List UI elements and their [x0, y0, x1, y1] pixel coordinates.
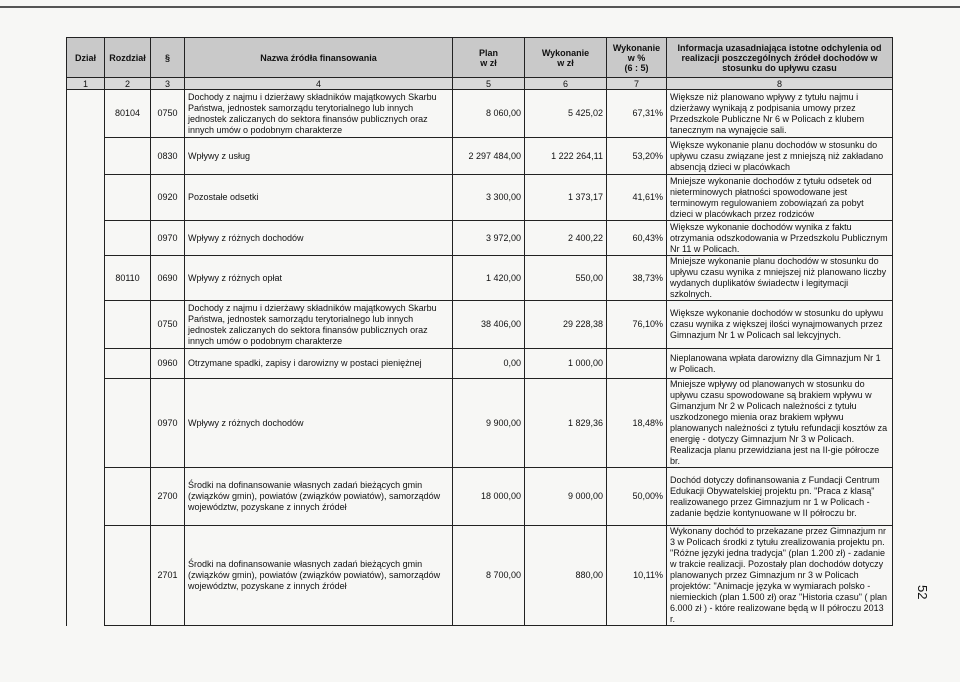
cell-dzial	[67, 90, 105, 138]
table-row	[67, 256, 893, 301]
cell-plan: 3 972,00	[453, 221, 525, 256]
cell-procent: 41,61%	[607, 175, 667, 221]
cell-dzial	[67, 526, 105, 626]
cell-informacja: Większe niż planowano wpływy z tytułu najmu i dzierżawy wynikają z podpisania umowy przez Przedszkole Publiczne Nr 6 w Policach z klubem tanecznym na wynajęcie sali.	[667, 90, 893, 138]
cell-wykonanie: 1 373,17	[525, 175, 607, 221]
col-num: 1	[67, 78, 105, 90]
cell-informacja: Większe wykonanie planu dochodów w stosunku do upływu czasu związane jest z mniejszą niż zakładano absencją dzieci w placówkach	[667, 138, 893, 175]
cell-nazwa: Dochody z najmu i dzierżawy składników majątkowych Skarbu Państwa, jednostek samorządu terytorialnego lub innych jednostek zaliczanych do sektora finansów publicznych oraz innych umów o podobnym charakterze	[185, 301, 453, 349]
cell-nazwa: Dochody z najmu i dzierżawy składników majątkowych Skarbu Państwa, jednostek samorządu terytorialnego lub innych jednostek zaliczanych do sektora finansów publicznych oraz innych umów o podobnym charakterze	[185, 90, 453, 138]
col-rozdzial: Rozdział	[105, 38, 151, 78]
col-wykonanie: Wykonanie w zł	[525, 38, 607, 78]
table-row	[67, 468, 893, 526]
cell-dzial	[67, 221, 105, 256]
cell-nazwa: Środki na dofinansowanie własnych zadań bieżących gmin (związków gmin), powiatów (związków powiatów), samorządów województw, pozyskane z innych źródeł	[185, 526, 453, 626]
income-table	[66, 37, 893, 626]
cell-informacja: Nieplanowana wpłata darowizny dla Gimnazjum Nr 1 w Policach.	[667, 349, 893, 379]
cell-plan: 8 060,00	[453, 90, 525, 138]
cell-dzial	[67, 379, 105, 468]
cell-informacja: Mniejsze wykonanie dochodów z tytułu odsetek od nieterminowych płatności spowodowane jest terminowym regulowaniem zobowiązań za pobyt dzieci w placówkach przez rodziców	[667, 175, 893, 221]
cell-rozdzial	[105, 379, 151, 468]
cell-rozdzial	[105, 221, 151, 256]
header-row	[67, 38, 893, 78]
cell-dzial	[67, 138, 105, 175]
col-nazwa: Nazwa źródła finansowania	[185, 38, 453, 78]
table-row	[67, 526, 893, 626]
cell-rozdzial	[105, 175, 151, 221]
cell-wykonanie: 29 228,38	[525, 301, 607, 349]
cell-rozdzial	[105, 468, 151, 526]
cell-paragraf: 0970	[151, 379, 185, 468]
col-plan: Plan w zł	[453, 38, 525, 78]
col-num: 2	[105, 78, 151, 90]
page-number: 52	[915, 585, 930, 600]
cell-paragraf: 0690	[151, 256, 185, 301]
col-num: 3	[151, 78, 185, 90]
col-num: 5	[453, 78, 525, 90]
col-num: 8	[667, 78, 893, 90]
cell-informacja: Dochód dotyczy dofinansowania z Fundacji Centrum Edukacji Obywatelskiej projektu pn. "Praca z klasą" realizowanego przez Gimnazjum nr 1 w Policach - zadanie będzie kontynuowane w II półroczu br.	[667, 468, 893, 526]
cell-nazwa: Wpływy z różnych dochodów	[185, 379, 453, 468]
cell-procent: 18,48%	[607, 379, 667, 468]
cell-dzial	[67, 256, 105, 301]
col-num: 4	[185, 78, 453, 90]
cell-wykonanie: 2 400,22	[525, 221, 607, 256]
cell-procent: 38,73%	[607, 256, 667, 301]
cell-rozdzial	[105, 526, 151, 626]
col-informacja: Informacja uzasadniająca istotne odchylenia od realizacji poszczególnych źródeł dochodów w stosunku do upływu czasu	[667, 38, 893, 78]
cell-dzial	[67, 301, 105, 349]
cell-plan: 3 300,00	[453, 175, 525, 221]
cell-plan: 1 420,00	[453, 256, 525, 301]
cell-paragraf: 0970	[151, 221, 185, 256]
cell-procent: 50,00%	[607, 468, 667, 526]
cell-nazwa: Wpływy z różnych opłat	[185, 256, 453, 301]
cell-paragraf: 0750	[151, 301, 185, 349]
cell-dzial	[67, 175, 105, 221]
top-rule	[0, 6, 960, 8]
cell-procent: 53,20%	[607, 138, 667, 175]
cell-plan: 18 000,00	[453, 468, 525, 526]
table-row	[67, 379, 893, 468]
cell-paragraf: 0960	[151, 349, 185, 379]
cell-plan: 2 297 484,00	[453, 138, 525, 175]
cell-plan: 38 406,00	[453, 301, 525, 349]
cell-wykonanie: 880,00	[525, 526, 607, 626]
cell-informacja: Większe wykonanie dochodów wynika z faktu otrzymania odszkodowania w Przedszkolu Publicznym Nr 11 w Policach.	[667, 221, 893, 256]
cell-rozdzial	[105, 349, 151, 379]
cell-wykonanie: 550,00	[525, 256, 607, 301]
cell-rozdzial: 80104	[105, 90, 151, 138]
cell-nazwa: Środki na dofinansowanie własnych zadań bieżących gmin (związków gmin), powiatów (związków powiatów), samorządów województw, pozyskane z innych źródeł	[185, 468, 453, 526]
cell-paragraf: 2700	[151, 468, 185, 526]
cell-procent: 60,43%	[607, 221, 667, 256]
cell-plan: 0,00	[453, 349, 525, 379]
cell-rozdzial	[105, 301, 151, 349]
table-row	[67, 301, 893, 349]
cell-informacja: Mniejsze wpływy od planowanych w stosunku do upływu czasu spowodowane są brakiem wpływu w Gimanzjum Nr 2 w Policach należności z tytułu uszkodzonego mienia oraz brakiem wpływu planowanych należności z tytułu refundacji kosztów za energię - dotyczy Gimnazjum Nr 3 w Policach. Realizacja planu przewidziana jest na II-gie półrocze br.	[667, 379, 893, 468]
cell-wykonanie: 5 425,02	[525, 90, 607, 138]
cell-nazwa: Wpływy z usług	[185, 138, 453, 175]
cell-plan: 8 700,00	[453, 526, 525, 626]
col-num: 6	[525, 78, 607, 90]
cell-paragraf: 0920	[151, 175, 185, 221]
cell-nazwa: Wpływy z różnych dochodów	[185, 221, 453, 256]
cell-rozdzial	[105, 138, 151, 175]
cell-informacja: Wykonany dochód to przekazane przez Gimnazjum nr 3 w Policach środki z tytułu zrealizowania projektu pn. "Różne języki jedna tradycja" (plan 1.200 zł) - zadanie w trakcie realizacji. Pozostały plan dochodów dotyczy planowanych przez Gimnazjum nr 3 w Policach projektów: "Animacje języka w wymiarach polsko - niemieckich (plan 1.500 zł) oraz "Historia czasu" ( plan 6.000 zł ) - które realizowane będą w II półroczu 2013 r.	[667, 526, 893, 626]
table-row	[67, 90, 893, 138]
cell-nazwa: Otrzymane spadki, zapisy i darowizny w postaci pieniężnej	[185, 349, 453, 379]
cell-paragraf: 0830	[151, 138, 185, 175]
cell-wykonanie: 1 000,00	[525, 349, 607, 379]
cell-procent	[607, 349, 667, 379]
cell-plan: 9 900,00	[453, 379, 525, 468]
cell-informacja: Mniejsze wykonanie planu dochodów w stosunku do upływu czasu wynika z mniejszej niż planowano liczby wydanych duplikatów świadectw i legitymacji szkolnych.	[667, 256, 893, 301]
cell-paragraf: 2701	[151, 526, 185, 626]
cell-procent: 10,11%	[607, 526, 667, 626]
cell-wykonanie: 1 222 264,11	[525, 138, 607, 175]
cell-wykonanie: 1 829,36	[525, 379, 607, 468]
cell-paragraf: 0750	[151, 90, 185, 138]
cell-dzial	[67, 349, 105, 379]
cell-wykonanie: 9 000,00	[525, 468, 607, 526]
col-wykonanie-proc: Wykonanie w % (6 : 5)	[607, 38, 667, 78]
cell-informacja: Większe wykonanie dochodów w stosunku do upływu czasu wynika z większej ilości wynajmowanych przez Gimnazjum Nr 1 w Policach sal lekcyjnych.	[667, 301, 893, 349]
cell-procent: 76,10%	[607, 301, 667, 349]
col-paragraf: §	[151, 38, 185, 78]
table-row	[67, 138, 893, 175]
col-num: 7	[607, 78, 667, 90]
table-row	[67, 349, 893, 379]
cell-procent: 67,31%	[607, 90, 667, 138]
table-row	[67, 221, 893, 256]
column-numbers-row	[67, 78, 893, 90]
cell-dzial	[67, 468, 105, 526]
table-row	[67, 175, 893, 221]
cell-nazwa: Pozostałe odsetki	[185, 175, 453, 221]
col-dzial: Dział	[67, 38, 105, 78]
cell-rozdzial: 80110	[105, 256, 151, 301]
